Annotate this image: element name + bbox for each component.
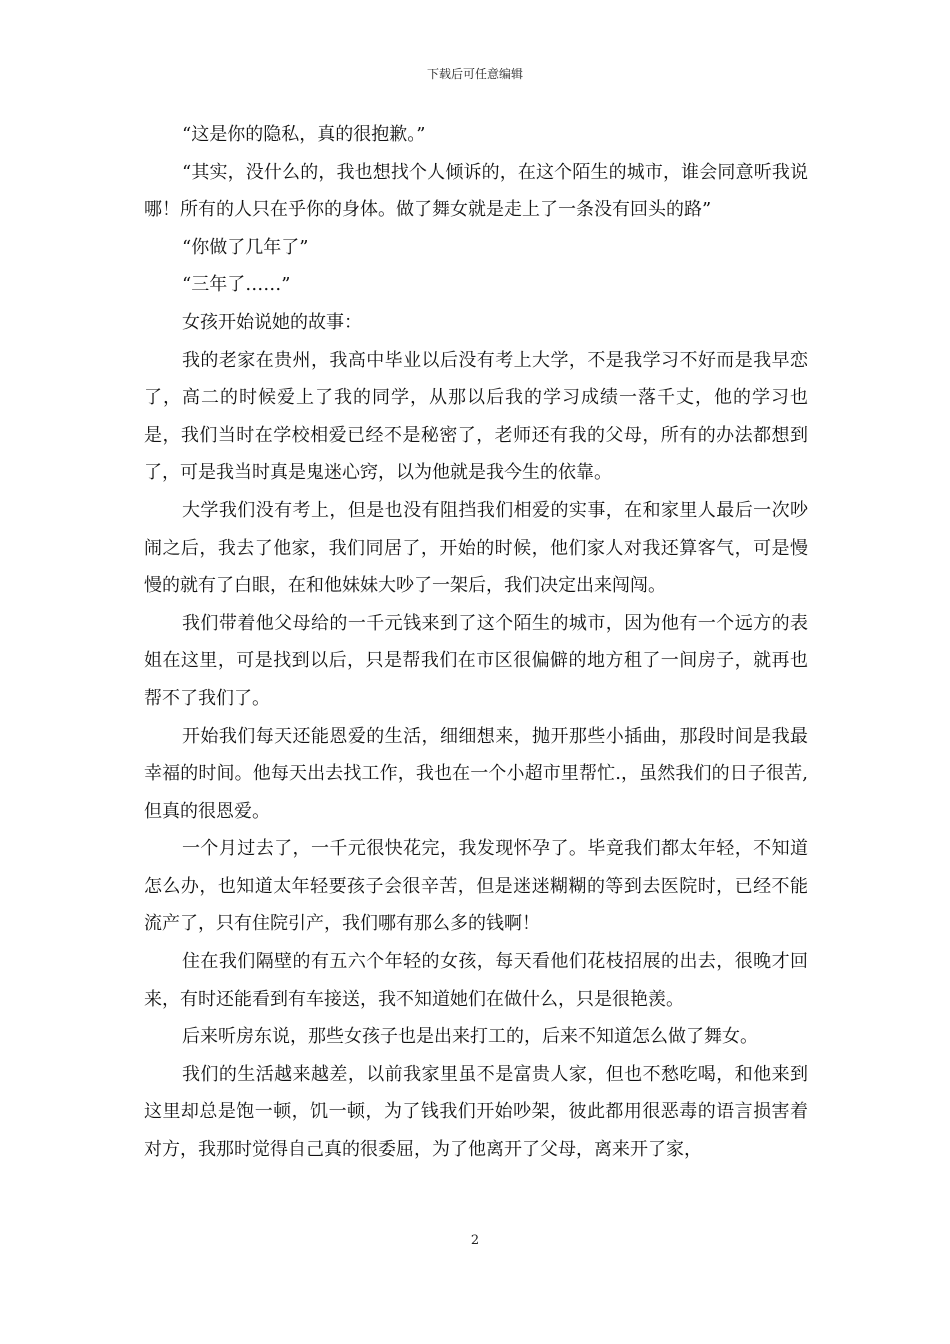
paragraph: 后来听房东说，那些女孩子也是出来打工的，后来不知道怎么做了舞女。 xyxy=(182,1026,758,1048)
page-header: 下载后可任意编辑 xyxy=(426,67,523,81)
paragraph: “其实，没什么的，我也想找个人倾诉的，在这个陌生的城市，谁会同意听我说哪！所有的人只在乎你的身体。做了舞女就是走上了一条没有回头的路” xyxy=(144,161,808,221)
paragraph: 一个月过去了，一千元很快花完，我发现怀孕了。毕竟我们都太年轻，不知道怎么办，也知道太年轻要孩子会很辛苦，但是迷迷糊糊的等到去医院时，已经不能流产了，只有住院引产，我们哪有那么多的钱啊！ xyxy=(144,838,808,935)
paragraph: 我们的生活越来越差，以前我家里虽不是富贵人家，但也不愁吃喝，和他来到这里却总是饱一顿，饥一顿，为了钱我们开始吵架，彼此都用很恶毒的语言损害着对方，我那时觉得自己真的很委屈，为了他离开了父母，离来开了家， xyxy=(144,1063,808,1161)
paragraph: 女孩开始说她的故事： xyxy=(182,311,362,333)
paragraph: 开始我们每天还能恩爱的生活，细细想来，抛开那些小插曲，那段时间是我最幸福的时间。他每天出去找工作，我也在一个小超市里帮忙.，虽然我们的日子很苦,但真的很恩爱。 xyxy=(144,725,808,822)
paragraph: 我们带着他父母给的一千元钱来到了这个陌生的城市，因为他有一个远方的表姐在这里，可是找到以后，只是帮我们在市区很偏僻的地方租了一间房子，就再也帮不了我们了。 xyxy=(144,612,808,709)
page-number: 2 xyxy=(470,1233,480,1248)
paragraph: “这是你的隐私，真的很抱歉。” xyxy=(182,124,426,145)
paragraph: 我的老家在贵州，我高中毕业以后没有考上大学，不是我学习不好而是我早恋了，高二的时候爱上了我的同学，从那以后我的学习成绩一落千丈，他的学习也是，我们当时在学校相爱已经不是秘密了，老师还有我的父母，所有的办法都想到了，可是我当时真是鬼迷心窍，以为他就是我今生的依靠。 xyxy=(144,349,808,484)
paragraph: “三年了……” xyxy=(182,274,291,296)
document-body xyxy=(144,116,808,1169)
paragraph: 大学我们没有考上，但是也没有阻挡我们相爱的实事，在和家里人最后一次吵闹之后，我去了他家，我们同居了，开始的时候，他们家人对我还算客气，可是慢慢的就有了白眼，在和他妹妹大吵了一架后，我们决定出来闯闯。 xyxy=(144,499,808,597)
paragraph: 住在我们隔壁的有五六个年轻的女孩，每天看他们花枝招展的出去，很晚才回来，有时还能看到有车接送，我不知道她们在做什么，只是很艳羡。 xyxy=(144,951,808,1010)
paragraph: “你做了几年了” xyxy=(182,236,309,258)
